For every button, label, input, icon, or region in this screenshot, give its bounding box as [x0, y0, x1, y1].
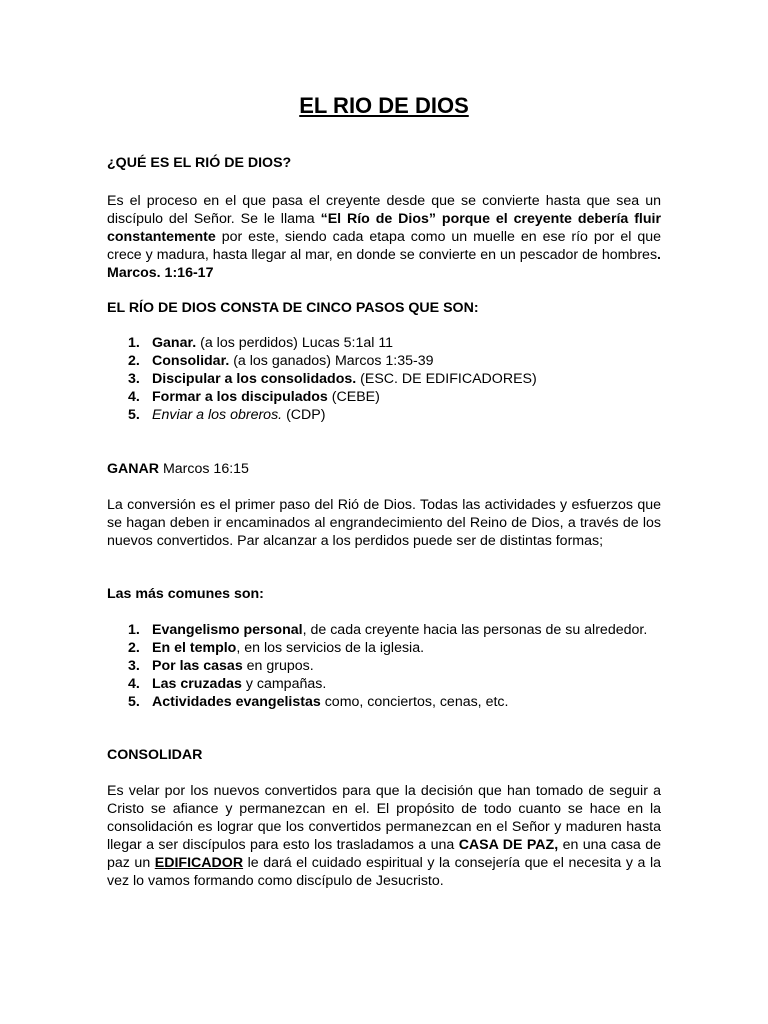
- steps-heading: EL RÍO DE DIOS CONSTA DE CINCO PASOS QUE SON:: [107, 300, 479, 316]
- list-item: [107, 334, 661, 352]
- consolidar-text-1: Es velar por los nuevos convertidos para que la decisión que han tomado de seguir a Cristo se afiance y permanezcan en el. El propósito de todo cuanto se hace en la consolidación es lograr que los convertidos permanezcan en el Señor y maduren hasta llegar a ser discípulos para esto los trasladamos a una: [107, 783, 661, 853]
- list-item: [107, 657, 661, 675]
- item-bold: Actividades evangelistas: [152, 694, 321, 710]
- item-number: 4.: [128, 676, 140, 692]
- intro-paragraph: [107, 192, 661, 282]
- item-number: 4.: [128, 389, 140, 405]
- item-text: (CDP): [282, 407, 326, 423]
- item-number: 5.: [128, 407, 140, 423]
- item-number: 1.: [128, 335, 140, 351]
- item-number: 2.: [128, 640, 140, 656]
- item-number: 2.: [128, 353, 140, 369]
- item-bold: En el templo: [152, 640, 237, 656]
- item-text: (a los ganados) Marcos 1:35-39: [229, 353, 434, 369]
- item-text: , en los servicios de la iglesia.: [236, 640, 425, 656]
- item-number: 3.: [128, 658, 140, 674]
- intro-reference: . Marcos. 1:16-17: [107, 247, 661, 281]
- consolidar-heading: CONSOLIDAR: [107, 747, 203, 763]
- item-number: 3.: [128, 371, 140, 387]
- item-number: 1.: [128, 622, 140, 638]
- intro-text-1: Es el proceso en el que pasa el creyente desde que se convierte hasta que sea un discípulo del Señor. Se le llama: [107, 193, 661, 227]
- ganar-heading: [107, 460, 661, 478]
- common-list: [107, 621, 661, 711]
- edificador-underline: EDIFICADOR: [154, 855, 244, 871]
- intro-text-2: por este, siendo cada etapa como un muelle en ese río por el que crece y madura, hasta llegar al mar, en donde se convierte en un pescador de hombres: [107, 229, 661, 263]
- page-title: EL RIO DE DIOS: [299, 93, 469, 118]
- item-bold: Consolidar.: [152, 353, 230, 369]
- item-text: (ESC. DE EDIFICADORES): [356, 371, 537, 387]
- list-item: [107, 388, 661, 406]
- item-bold: Por las casas: [152, 658, 243, 674]
- intro-bold-1: “El Río de Dios” porque el creyente debería fluir constantemente: [107, 211, 661, 245]
- item-bold: Formar a los discipulados: [152, 389, 328, 405]
- item-text: , de cada creyente hacia las personas de su alrededor.: [302, 622, 648, 638]
- item-bold: Discipular a los consolidados.: [152, 371, 357, 387]
- list-item: [107, 693, 661, 711]
- item-text: (a los perdidos) Lucas 5:1al 11: [196, 335, 394, 351]
- ganar-label: GANAR: [107, 461, 160, 477]
- item-text: (CEBE): [327, 389, 380, 405]
- list-item: [107, 621, 661, 639]
- item-number: 5.: [128, 694, 140, 710]
- steps-list: [107, 334, 661, 424]
- item-text: como, conciertos, cenas, etc.: [320, 694, 509, 710]
- question-heading: ¿QUÉ ES EL RIÓ DE DIOS?: [107, 155, 292, 171]
- list-item: [107, 639, 661, 657]
- consolidar-paragraph: [107, 782, 661, 890]
- list-item: [107, 370, 661, 388]
- item-bold: Las cruzadas: [152, 676, 242, 692]
- ganar-paragraph: La conversión es el primer paso del Rió de Dios. Todas las actividades y esfuerzos que se hagan deben ir encaminados al engrandecimiento del Reino de Dios, a través de los nuevos convertidos. Par alcanzar a los perdidos puede ser de distintas formas;: [107, 497, 661, 549]
- casa-de-paz-bold: CASA DE PAZ,: [458, 837, 559, 853]
- item-text: en grupos.: [242, 658, 314, 674]
- ganar-reference: Marcos 16:15: [159, 461, 249, 477]
- list-item: [107, 352, 661, 370]
- item-italic: Enviar a los obreros.: [152, 407, 283, 423]
- consolidar-text-3: le dará el cuidado espiritual y la consejería que el necesita y a la vez lo vamos formando como discípulo de Jesucristo.: [107, 855, 661, 889]
- edificador-bold: [155, 855, 243, 871]
- list-item: [107, 675, 661, 693]
- list-item: [107, 406, 661, 424]
- consolidar-text-2: en una casa de paz un: [107, 837, 661, 871]
- item-text: y campañas.: [241, 676, 327, 692]
- item-bold: Evangelismo personal: [152, 622, 303, 638]
- common-heading: Las más comunes son:: [107, 586, 264, 602]
- item-bold: Ganar.: [152, 335, 197, 351]
